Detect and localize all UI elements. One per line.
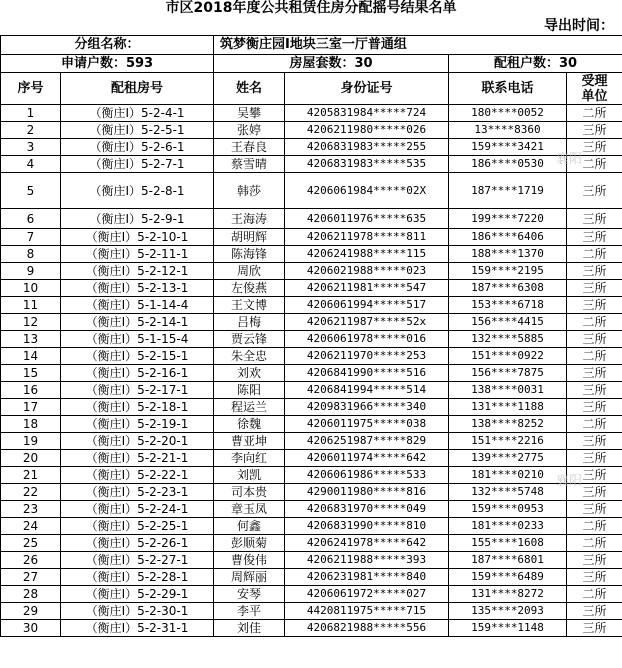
cell-name: 刘佳 xyxy=(214,620,285,637)
cell-unit: 二所 xyxy=(567,518,622,535)
cell-seq: 18 xyxy=(1,416,61,433)
header-phone: 联系电话 xyxy=(449,73,567,105)
cell-seq: 16 xyxy=(1,382,61,399)
houses-count: 房屋套数：30 xyxy=(214,55,449,73)
stats-row xyxy=(1,55,622,73)
cell-unit: 三所 xyxy=(567,433,622,450)
cell-seq: 20 xyxy=(1,450,61,467)
export-time-label: 导出时间： xyxy=(544,18,614,34)
cell-room: （衡庄Ⅰ）5-2-24-1 xyxy=(61,501,214,518)
cell-phone: 159****6489 xyxy=(449,569,567,586)
cell-unit: 三所 xyxy=(567,399,622,416)
cell-id: 4206061972*****027 xyxy=(285,586,449,603)
cell-name: 李向红 xyxy=(214,450,285,467)
cell-seq: 2 xyxy=(1,122,61,139)
cell-room: （衡庄Ⅰ）5-2-7-1 xyxy=(61,156,214,173)
cell-name: 陈海锋 xyxy=(214,246,285,263)
cell-unit: 三所 xyxy=(567,331,622,348)
cell-room: （衡庄Ⅰ）5-2-30-1 xyxy=(61,603,214,620)
table-row xyxy=(1,331,622,348)
cell-unit: 三所 xyxy=(567,552,622,569)
cell-phone: 132****5748 xyxy=(449,484,567,501)
cell-room: （衡庄Ⅰ）5-2-29-1 xyxy=(61,586,214,603)
group-label: 分组名称： xyxy=(1,36,214,55)
cell-unit: 三所 xyxy=(567,122,622,139)
cell-room: （衡庄Ⅰ）5-2-11-1 xyxy=(61,246,214,263)
cell-room: （衡庄Ⅰ）5-2-4-1 xyxy=(61,105,214,122)
cell-name: 贾云锋 xyxy=(214,331,285,348)
cell-phone: 181****0210 xyxy=(449,467,567,484)
cell-unit: 三所 xyxy=(567,620,622,637)
cell-id: 4206841990*****516 xyxy=(285,365,449,382)
cell-seq: 30 xyxy=(1,620,61,637)
cell-id: 4206011976*****635 xyxy=(285,209,449,229)
cell-id: 4206011974*****642 xyxy=(285,450,449,467)
table-row xyxy=(1,122,622,139)
cell-name: 曹亚坤 xyxy=(214,433,285,450)
cell-seq: 25 xyxy=(1,535,61,552)
cell-unit: 三所 xyxy=(567,209,622,229)
cell-seq: 29 xyxy=(1,603,61,620)
cell-phone: 186****0530 xyxy=(449,156,567,173)
cell-seq: 23 xyxy=(1,501,61,518)
cell-room: （衡庄Ⅰ）5-2-31-1 xyxy=(61,620,214,637)
cell-name: 徐魏 xyxy=(214,416,285,433)
cell-seq: 27 xyxy=(1,569,61,586)
cell-seq: 5 xyxy=(1,173,61,209)
cell-name: 王文博 xyxy=(214,297,285,314)
watermark-2: 襄阳 xyxy=(556,474,583,489)
table-row xyxy=(1,229,622,246)
cell-seq: 28 xyxy=(1,586,61,603)
cell-id: 4206251987*****829 xyxy=(285,433,449,450)
allocated-count: 配租户数：30 xyxy=(449,55,622,73)
cell-seq: 17 xyxy=(1,399,61,416)
cell-seq: 8 xyxy=(1,246,61,263)
cell-seq: 14 xyxy=(1,348,61,365)
table-row xyxy=(1,246,622,263)
table-row xyxy=(1,433,622,450)
cell-unit: 二所 xyxy=(567,314,622,331)
table-row xyxy=(1,105,622,122)
cell-room: （衡庄Ⅰ）5-2-27-1 xyxy=(61,552,214,569)
cell-id: 4206211987*****52x xyxy=(285,314,449,331)
cell-seq: 1 xyxy=(1,105,61,122)
cell-phone: 138****0031 xyxy=(449,382,567,399)
cell-phone: 159****2195 xyxy=(449,263,567,280)
cell-unit: 三所 xyxy=(567,365,622,382)
cell-unit: 三所 xyxy=(567,484,622,501)
cell-name: 周辉丽 xyxy=(214,569,285,586)
table-row xyxy=(1,620,622,637)
cell-phone: 187****1719 xyxy=(449,173,567,209)
cell-phone: 13****8360 xyxy=(449,122,567,139)
cell-id: 4206831983*****255 xyxy=(285,139,449,156)
table-row xyxy=(1,603,622,620)
cell-id: 4420811975*****715 xyxy=(285,603,449,620)
cell-room: （衡庄Ⅰ）5-2-10-1 xyxy=(61,229,214,246)
cell-phone: 159****1148 xyxy=(449,620,567,637)
applicants-count: 申请户数：593 xyxy=(1,55,214,73)
cell-phone: 131****8272 xyxy=(449,586,567,603)
cell-name: 周欣 xyxy=(214,263,285,280)
cell-name: 李平 xyxy=(214,603,285,620)
cell-name: 曹俊伟 xyxy=(214,552,285,569)
cell-name: 朱全忠 xyxy=(214,348,285,365)
cell-name: 程运兰 xyxy=(214,399,285,416)
cell-room: （衡庄Ⅰ）5-2-15-1 xyxy=(61,348,214,365)
table-row xyxy=(1,314,622,331)
cell-name: 陈阳 xyxy=(214,382,285,399)
cell-id: 4206211980*****026 xyxy=(285,122,449,139)
cell-id: 4206841994*****514 xyxy=(285,382,449,399)
cell-unit: 二所 xyxy=(567,586,622,603)
header-unit-line1: 受理 xyxy=(581,73,608,89)
cell-phone: 155****1608 xyxy=(449,535,567,552)
table-row xyxy=(1,139,622,156)
cell-name: 韩莎 xyxy=(214,173,285,209)
cell-name: 左俊燕 xyxy=(214,280,285,297)
watermark-1: 襄阳 xyxy=(556,152,583,167)
cell-seq: 15 xyxy=(1,365,61,382)
table-row xyxy=(1,382,622,399)
cell-phone: 159****0953 xyxy=(449,501,567,518)
cell-room: （衡庄Ⅰ）5-1-15-4 xyxy=(61,331,214,348)
cell-phone: 153****6718 xyxy=(449,297,567,314)
cell-phone: 156****4415 xyxy=(449,314,567,331)
cell-phone: 131****1188 xyxy=(449,399,567,416)
cell-seq: 4 xyxy=(1,156,61,173)
cell-unit: 二所 xyxy=(567,535,622,552)
cell-seq: 7 xyxy=(1,229,61,246)
cell-name: 吕梅 xyxy=(214,314,285,331)
table-row xyxy=(1,365,622,382)
cell-seq: 11 xyxy=(1,297,61,314)
table-row xyxy=(1,348,622,365)
cell-id: 4206231981*****840 xyxy=(285,569,449,586)
cell-room: （衡庄Ⅰ）5-2-8-1 xyxy=(61,173,214,209)
cell-room: （衡庄Ⅰ）5-2-28-1 xyxy=(61,569,214,586)
cell-seq: 24 xyxy=(1,518,61,535)
table-row xyxy=(1,501,622,518)
cell-name: 刘凯 xyxy=(214,467,285,484)
table-row xyxy=(1,399,622,416)
cell-name: 吴攀 xyxy=(214,105,285,122)
table-row xyxy=(1,484,622,501)
cell-seq: 22 xyxy=(1,484,61,501)
cell-unit: 三所 xyxy=(567,603,622,620)
cell-room: （衡庄Ⅰ）5-2-9-1 xyxy=(61,209,214,229)
header-unit-line2: 单位 xyxy=(581,88,608,104)
cell-unit: 二所 xyxy=(567,348,622,365)
cell-phone: 199****7220 xyxy=(449,209,567,229)
cell-id: 4206211978*****811 xyxy=(285,229,449,246)
cell-id: 4206061986*****533 xyxy=(285,467,449,484)
cell-unit: 三所 xyxy=(567,382,622,399)
cell-seq: 10 xyxy=(1,280,61,297)
cell-room: （衡庄Ⅰ）5-2-21-1 xyxy=(61,450,214,467)
cell-room: （衡庄Ⅰ）5-2-16-1 xyxy=(61,365,214,382)
cell-id: 4206831990*****810 xyxy=(285,518,449,535)
cell-id: 4206241978*****642 xyxy=(285,535,449,552)
cell-room: （衡庄Ⅰ）5-2-19-1 xyxy=(61,416,214,433)
table-row xyxy=(1,416,622,433)
cell-unit: 三所 xyxy=(567,501,622,518)
cell-name: 王春良 xyxy=(214,139,285,156)
table-row xyxy=(1,173,622,209)
cell-unit: 三所 xyxy=(567,297,622,314)
cell-seq: 6 xyxy=(1,209,61,229)
cell-name: 章玉凤 xyxy=(214,501,285,518)
cell-phone: 132****5885 xyxy=(449,331,567,348)
cell-unit: 二所 xyxy=(567,105,622,122)
cell-id: 4206211970*****253 xyxy=(285,348,449,365)
cell-unit: 三所 xyxy=(567,263,622,280)
result-sheet xyxy=(0,35,622,637)
cell-unit: 三所 xyxy=(567,467,622,484)
table-row xyxy=(1,297,622,314)
cell-room: （衡庄Ⅰ）5-2-18-1 xyxy=(61,399,214,416)
cell-phone: 151****2216 xyxy=(449,433,567,450)
cell-id: 4290011980*****816 xyxy=(285,484,449,501)
cell-unit: 三所 xyxy=(567,139,622,156)
cell-phone: 159****3421 xyxy=(449,139,567,156)
cell-phone: 139****2775 xyxy=(449,450,567,467)
table-row xyxy=(1,450,622,467)
cell-name: 司本贵 xyxy=(214,484,285,501)
cell-room: （衡庄Ⅰ）5-2-14-1 xyxy=(61,314,214,331)
cell-seq: 13 xyxy=(1,331,61,348)
table-row xyxy=(1,586,622,603)
cell-id: 4205831984*****724 xyxy=(285,105,449,122)
cell-phone: 138****8252 xyxy=(449,416,567,433)
cell-phone: 180****0052 xyxy=(449,105,567,122)
cell-name: 刘欢 xyxy=(214,365,285,382)
cell-seq: 12 xyxy=(1,314,61,331)
table-row xyxy=(1,209,622,229)
cell-id: 4206241988*****115 xyxy=(285,246,449,263)
header-seq: 序号 xyxy=(1,73,61,105)
cell-seq: 9 xyxy=(1,263,61,280)
cell-id: 4206211981*****547 xyxy=(285,280,449,297)
cell-room: （衡庄Ⅰ）5-2-26-1 xyxy=(61,535,214,552)
table-row xyxy=(1,156,622,173)
cell-id: 4206021988*****023 xyxy=(285,263,449,280)
cell-room: （衡庄Ⅰ）5-2-23-1 xyxy=(61,484,214,501)
cell-name: 王海涛 xyxy=(214,209,285,229)
cell-phone: 156****7875 xyxy=(449,365,567,382)
cell-name: 何鑫 xyxy=(214,518,285,535)
cell-unit: 三所 xyxy=(567,450,622,467)
cell-seq: 26 xyxy=(1,552,61,569)
table-row xyxy=(1,263,622,280)
cell-unit: 二所 xyxy=(567,156,622,173)
table-row xyxy=(1,280,622,297)
cell-unit: 二所 xyxy=(567,246,622,263)
cell-phone: 188****1370 xyxy=(449,246,567,263)
cell-unit: 三所 xyxy=(567,569,622,586)
header-unit xyxy=(567,73,622,105)
cell-unit: 三所 xyxy=(567,229,622,246)
cell-id: 4206831970*****049 xyxy=(285,501,449,518)
cell-phone: 186****6406 xyxy=(449,229,567,246)
result-table xyxy=(0,35,622,637)
cell-seq: 21 xyxy=(1,467,61,484)
cell-phone: 187****6308 xyxy=(449,280,567,297)
cell-room: （衡庄Ⅰ）5-2-22-1 xyxy=(61,467,214,484)
page-title: 市区2018年度公共租赁住房分配摇号结果名单 xyxy=(165,0,457,16)
cell-room: （衡庄Ⅰ）5-2-5-1 xyxy=(61,122,214,139)
header-name: 姓名 xyxy=(214,73,285,105)
cell-room: （衡庄Ⅰ）5-1-14-4 xyxy=(61,297,214,314)
cell-phone: 151****0922 xyxy=(449,348,567,365)
cell-id: 4209831966*****340 xyxy=(285,399,449,416)
header-room: 配租房号 xyxy=(61,73,214,105)
header-id: 身份证号 xyxy=(285,73,449,105)
table-row xyxy=(1,552,622,569)
cell-name: 安琴 xyxy=(214,586,285,603)
cell-phone: 187****6801 xyxy=(449,552,567,569)
cell-id: 4206011975*****038 xyxy=(285,416,449,433)
cell-id: 4206831983*****535 xyxy=(285,156,449,173)
table-row xyxy=(1,518,622,535)
group-row xyxy=(1,36,622,55)
cell-seq: 3 xyxy=(1,139,61,156)
cell-room: （衡庄Ⅰ）5-2-17-1 xyxy=(61,382,214,399)
table-row xyxy=(1,569,622,586)
header-row xyxy=(1,73,622,105)
cell-room: （衡庄Ⅰ）5-2-6-1 xyxy=(61,139,214,156)
cell-unit: 三所 xyxy=(567,173,622,209)
cell-phone: 135****2093 xyxy=(449,603,567,620)
cell-name: 蔡雪晴 xyxy=(214,156,285,173)
cell-phone: 181****0233 xyxy=(449,518,567,535)
cell-room: （衡庄Ⅰ）5-2-20-1 xyxy=(61,433,214,450)
cell-room: （衡庄Ⅰ）5-2-13-1 xyxy=(61,280,214,297)
cell-id: 4206821988*****556 xyxy=(285,620,449,637)
cell-id: 4206211988*****393 xyxy=(285,552,449,569)
cell-id: 4206061994*****517 xyxy=(285,297,449,314)
cell-name: 胡明辉 xyxy=(214,229,285,246)
cell-unit: 三所 xyxy=(567,280,622,297)
cell-id: 4206061978*****016 xyxy=(285,331,449,348)
table-row xyxy=(1,467,622,484)
group-name: 筑梦衡庄园Ⅰ地块三室一厅普通组 xyxy=(214,36,622,55)
cell-name: 彭顺菊 xyxy=(214,535,285,552)
cell-unit: 二所 xyxy=(567,416,622,433)
cell-seq: 19 xyxy=(1,433,61,450)
table-row xyxy=(1,535,622,552)
cell-name: 张婷 xyxy=(214,122,285,139)
cell-id: 4206061984*****02X xyxy=(285,173,449,209)
cell-room: （衡庄Ⅰ）5-2-12-1 xyxy=(61,263,214,280)
cell-room: （衡庄Ⅰ）5-2-25-1 xyxy=(61,518,214,535)
